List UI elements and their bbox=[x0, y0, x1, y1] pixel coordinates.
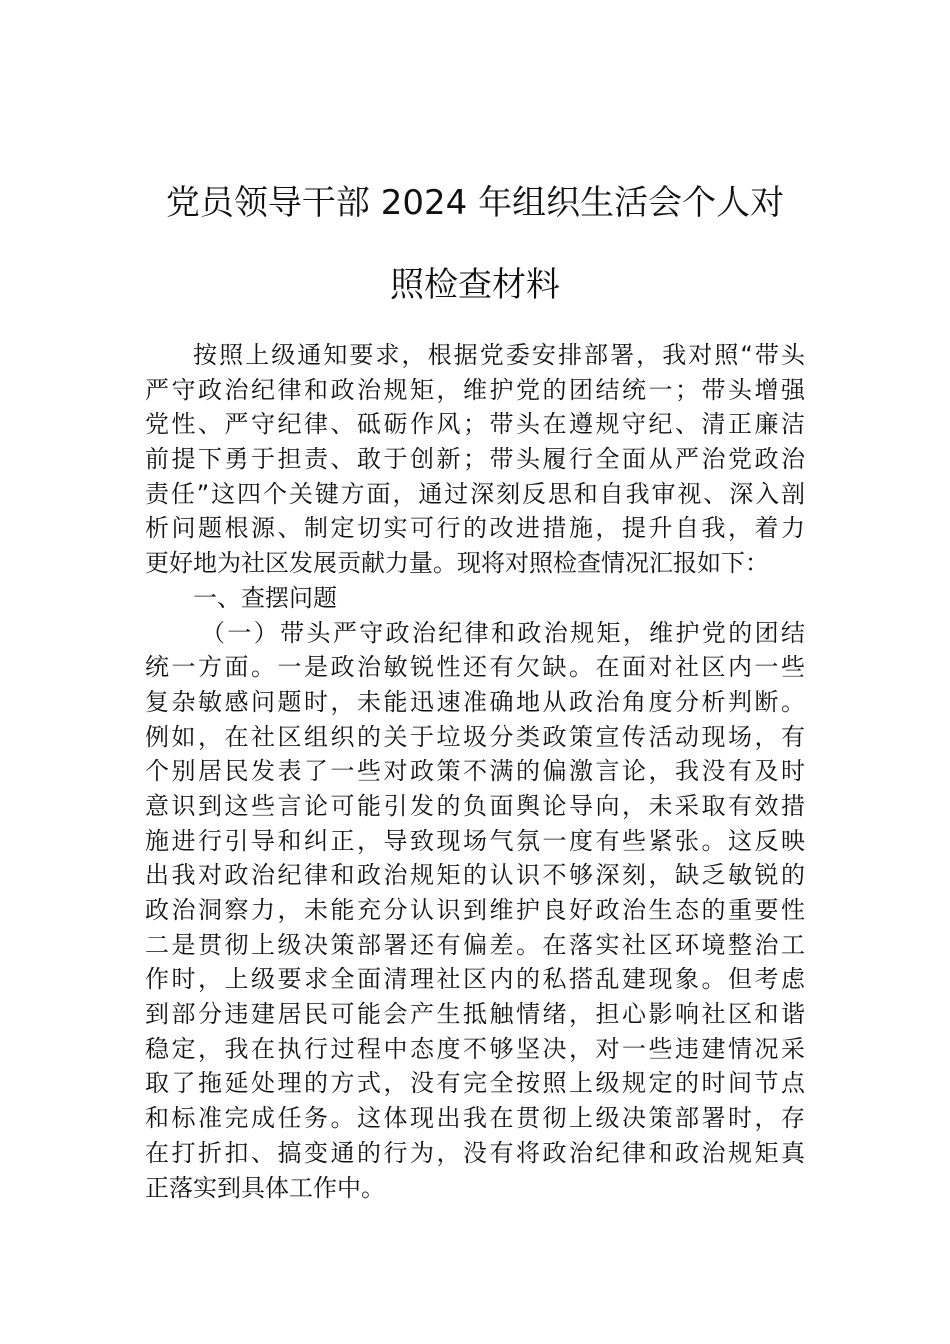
paragraph-line: 个别居民发表了一些对政策不满的偏激言论，我没有及时 bbox=[145, 757, 805, 786]
paragraph-line: 党性、严守纪律、砥砺作风；带头在遵规守纪、清正廉洁 bbox=[145, 410, 805, 439]
paragraph-line: 政治洞察力，未能充分认识到维护良好政治生态的重要性 bbox=[145, 896, 805, 924]
title-line-2: 照检查材料 bbox=[390, 265, 560, 305]
paragraph-line: 出我对政治纪律和政治规矩的认识不够深刻，缺乏敏锐的 bbox=[145, 861, 805, 890]
paragraph-line: 施进行引导和纠正，导致现场气氛一度有些紧张。这反映 bbox=[145, 826, 805, 855]
paragraph-line: 例如，在社区组织的关于垃圾分类政策宣传活动现场，有 bbox=[145, 722, 805, 751]
paragraph-line: 统一方面。一是政治敏锐性还有欠缺。在面对社区内一些 bbox=[145, 653, 805, 682]
paragraph-line: 前提下勇于担责、敢于创新；带头履行全面从严治党政治 bbox=[145, 445, 805, 474]
paragraph-line: 作时，上级要求全面清理社区内的私搭乱建现象。但考虑 bbox=[145, 965, 805, 994]
paragraph-line: 析问题根源、制定切实可行的改进措施，提升自我，着力 bbox=[145, 514, 805, 543]
paragraph-line: 严守政治纪律和政治规矩，维护党的团结统一；带头增强 bbox=[145, 375, 805, 404]
paragraph-line: 正落实到具体工作中。 bbox=[145, 1173, 385, 1202]
title-line-1: 党员领导干部 2024 年组织生活会个人对 bbox=[165, 183, 785, 223]
paragraph-line: 按照上级通知要求，根据党委安排部署，我对照“带头 bbox=[193, 341, 805, 369]
paragraph-line: 更好地为社区发展贡献力量。现将对照检查情况汇报如下： bbox=[145, 549, 769, 578]
paragraph-line: 稳定，我在执行过程中态度不够坚决，对一些违建情况采 bbox=[145, 1034, 805, 1063]
paragraph-line: 复杂敏感问题时，未能迅速准确地从政治角度分析判断。 bbox=[145, 687, 805, 716]
paragraph-line: 和标准完成任务。这体现出我在贯彻上级决策部署时，存 bbox=[145, 1104, 805, 1133]
paragraph-line: 责任”这四个关键方面，通过深刻反思和自我审视、深入剖 bbox=[145, 479, 805, 508]
paragraph-line: 意识到这些言论可能引发的负面舆论导向，未采取有效措 bbox=[145, 791, 805, 820]
document-body bbox=[145, 338, 805, 1205]
paragraph-line: 二是贯彻上级决策部署还有偏差。在落实社区环境整治工 bbox=[145, 930, 805, 959]
section-heading: 一、查摆问题 bbox=[193, 583, 337, 612]
paragraph-line: （一）带头严守政治纪律和政治规矩，维护党的团结 bbox=[201, 618, 805, 647]
document-title bbox=[140, 162, 810, 326]
paragraph-line: 在打折扣、搞变通的行为，没有将政治纪律和政治规矩真 bbox=[145, 1138, 805, 1167]
paragraph-line: 到部分违建居民可能会产生抵触情绪，担心影响社区和谐 bbox=[145, 1000, 805, 1029]
paragraph-line: 取了拖延处理的方式，没有完全按照上级规定的时间节点 bbox=[145, 1069, 805, 1098]
